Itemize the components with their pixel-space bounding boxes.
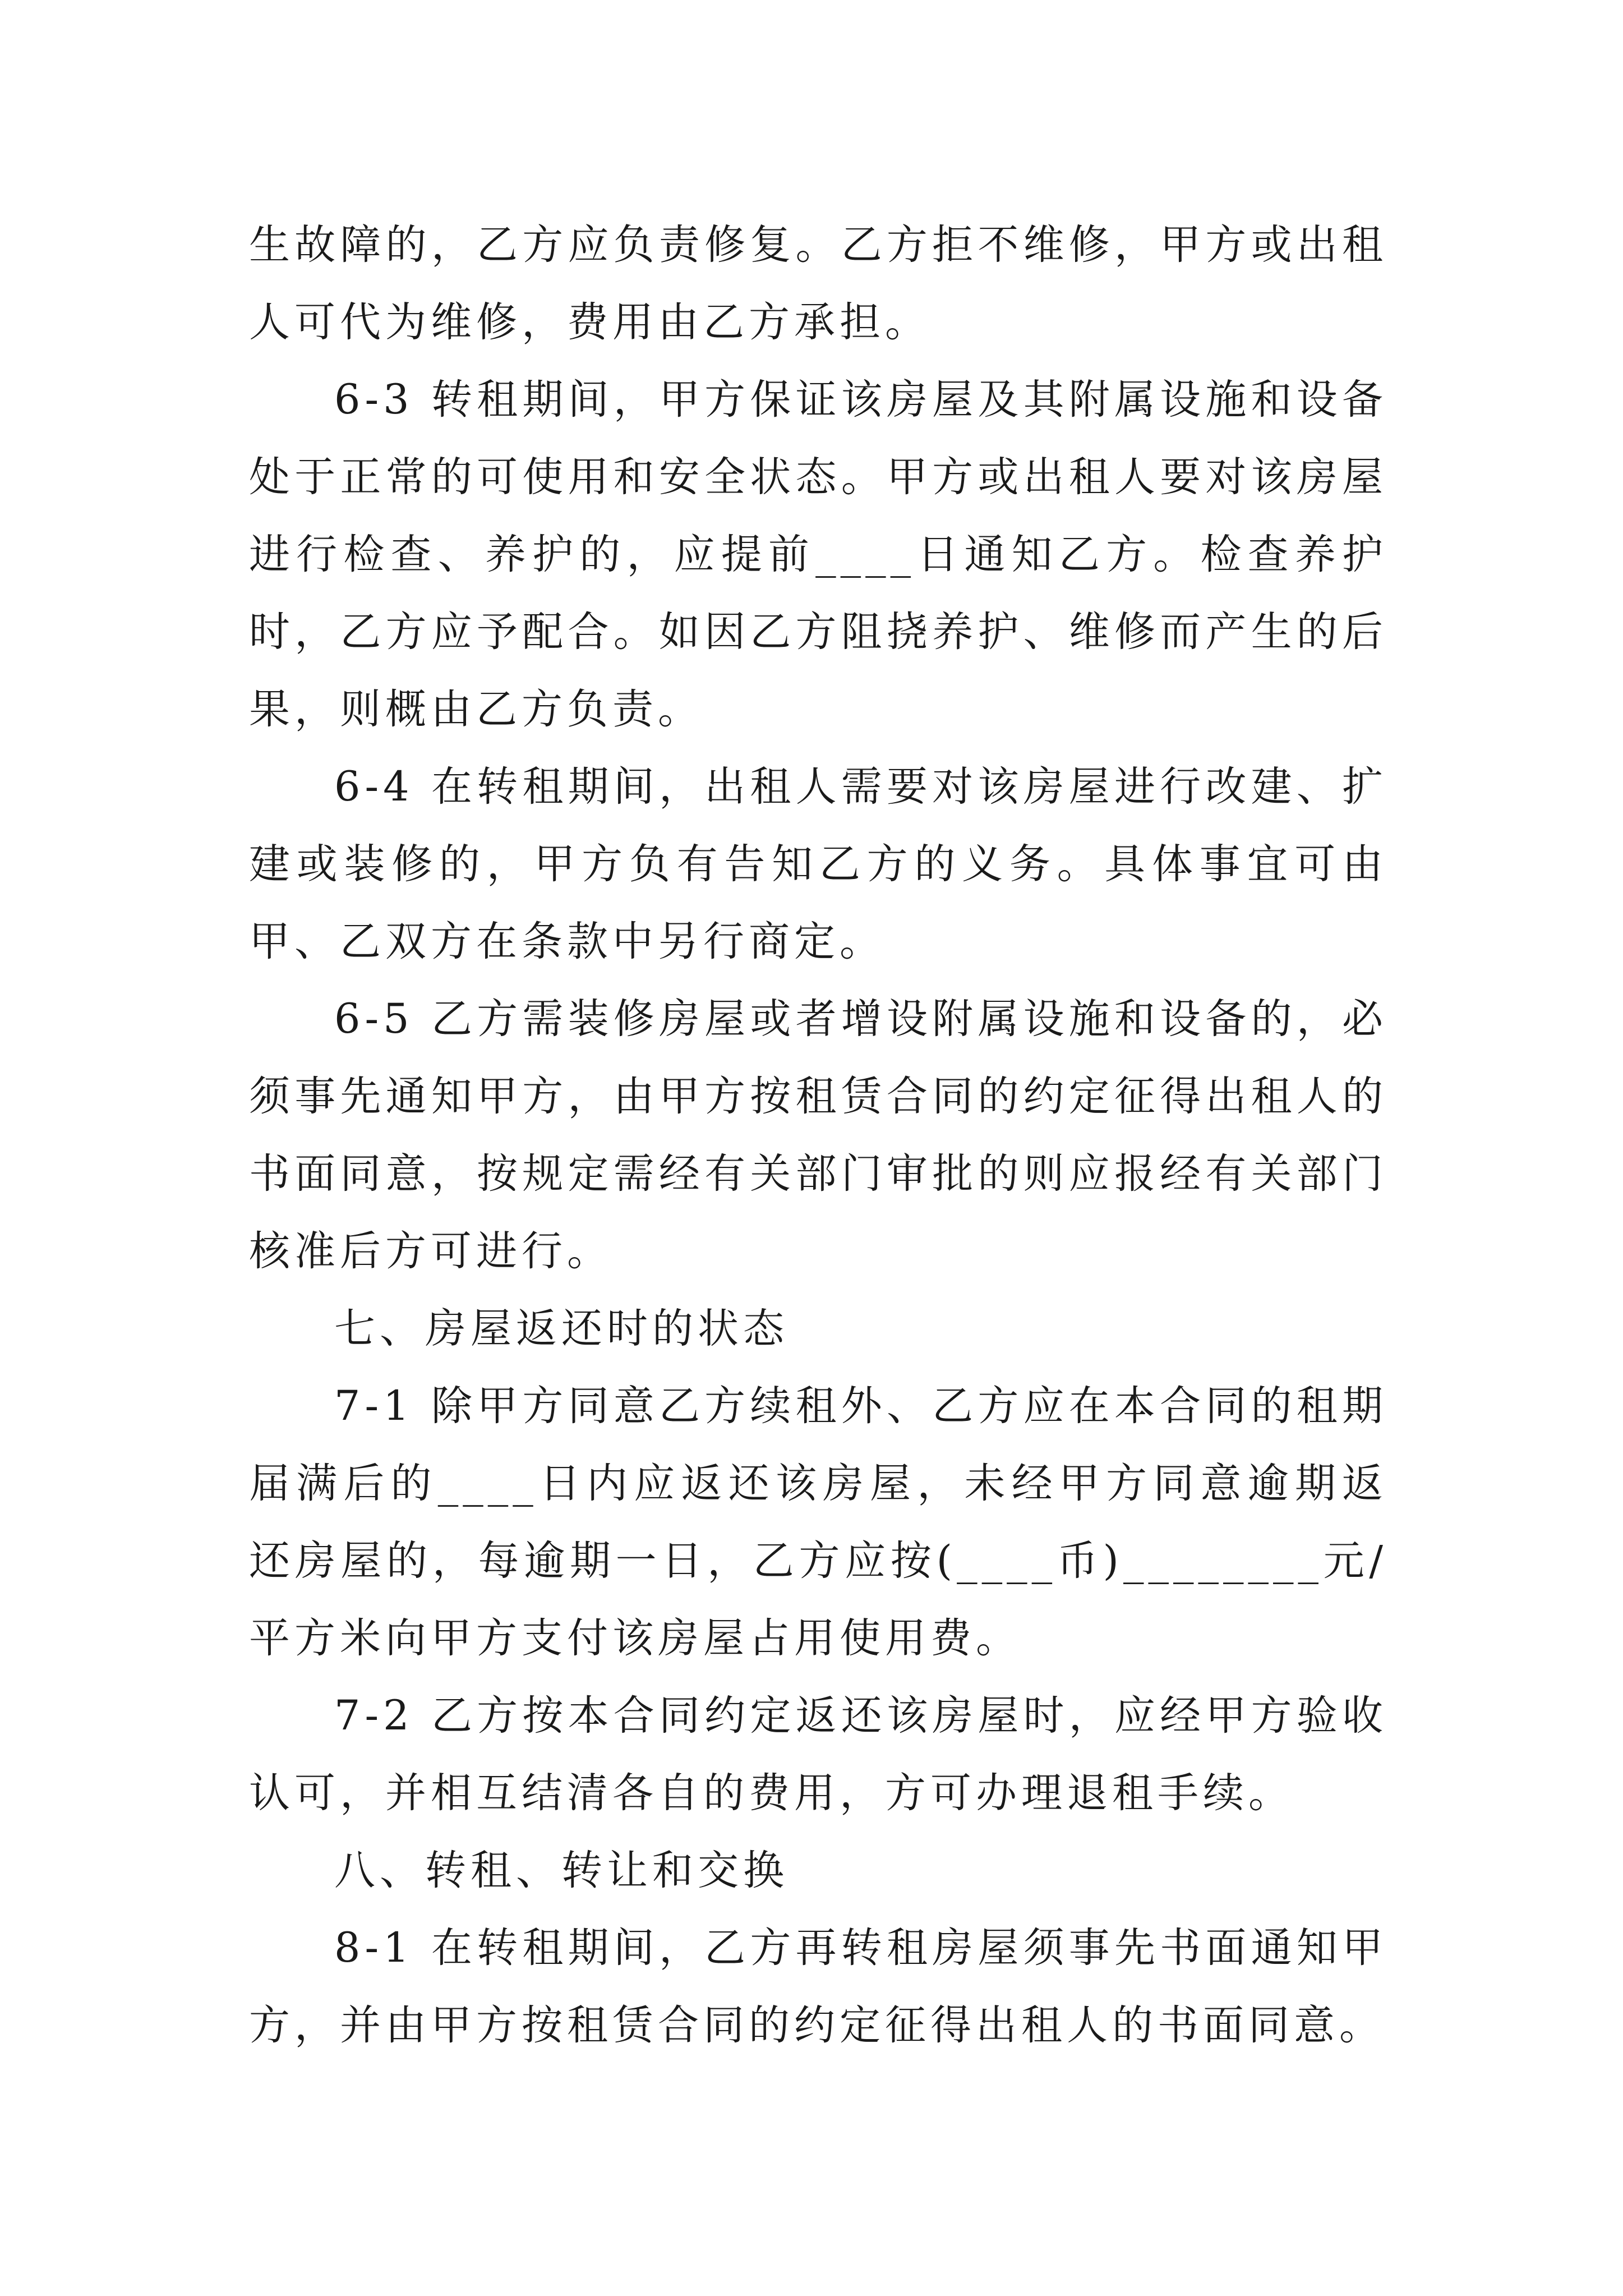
document-body [249,206,1387,2064]
clause-6-3: 6-3 转租期间，甲方保证该房屋及其附属设施和设备处于正常的可使用和安全状态。甲方或出租人要对该房屋进行检查、养护的，应提前____日通知乙方。检查养护时，乙方应予配合。如因乙方阻挠养护、维修而产生的后果，则概由乙方负责。 [249,376,1387,733]
section-heading-7: 七、房屋返还时的状态 [334,1305,789,1352]
paragraph-continuation: 生故障的，乙方应负责修复。乙方拒不维修，甲方或出租人可代为维修，费用由乙方承担。 [249,221,1387,346]
section-heading-8: 八、转租、转让和交换 [334,1847,789,1894]
clause-6-5: 6-5 乙方需装修房屋或者增设附属设施和设备的，必须事先通知甲方，由甲方按租赁合同的约定征得出租人的书面同意，按规定需经有关部门审批的则应报经有关部门核准后方可进行。 [249,995,1387,1275]
clause-7-2: 7-2 乙方按本合同约定返还该房屋时，应经甲方验收认可，并相互结清各自的费用，方可办理退租手续。 [249,1692,1387,1817]
clause-7-1: 7-1 除甲方同意乙方续租外、乙方应在本合同的租期届满后的____日内应返还该房屋，未经甲方同意逾期返还房屋的，每逾期一日，乙方应按(____币)________元/平方米向甲方支付该房屋占用使用费。 [249,1382,1387,1662]
clause-6-4: 6-4 在转租期间，出租人需要对该房屋进行改建、扩建或装修的，甲方负有告知乙方的义务。具体事宜可由甲、乙双方在条款中另行商定。 [249,763,1387,965]
clause-8-1: 8-1 在转租期间，乙方再转租房屋须事先书面通知甲方，并由甲方按租赁合同的约定征得出租人的书面同意。 [249,1924,1387,2049]
